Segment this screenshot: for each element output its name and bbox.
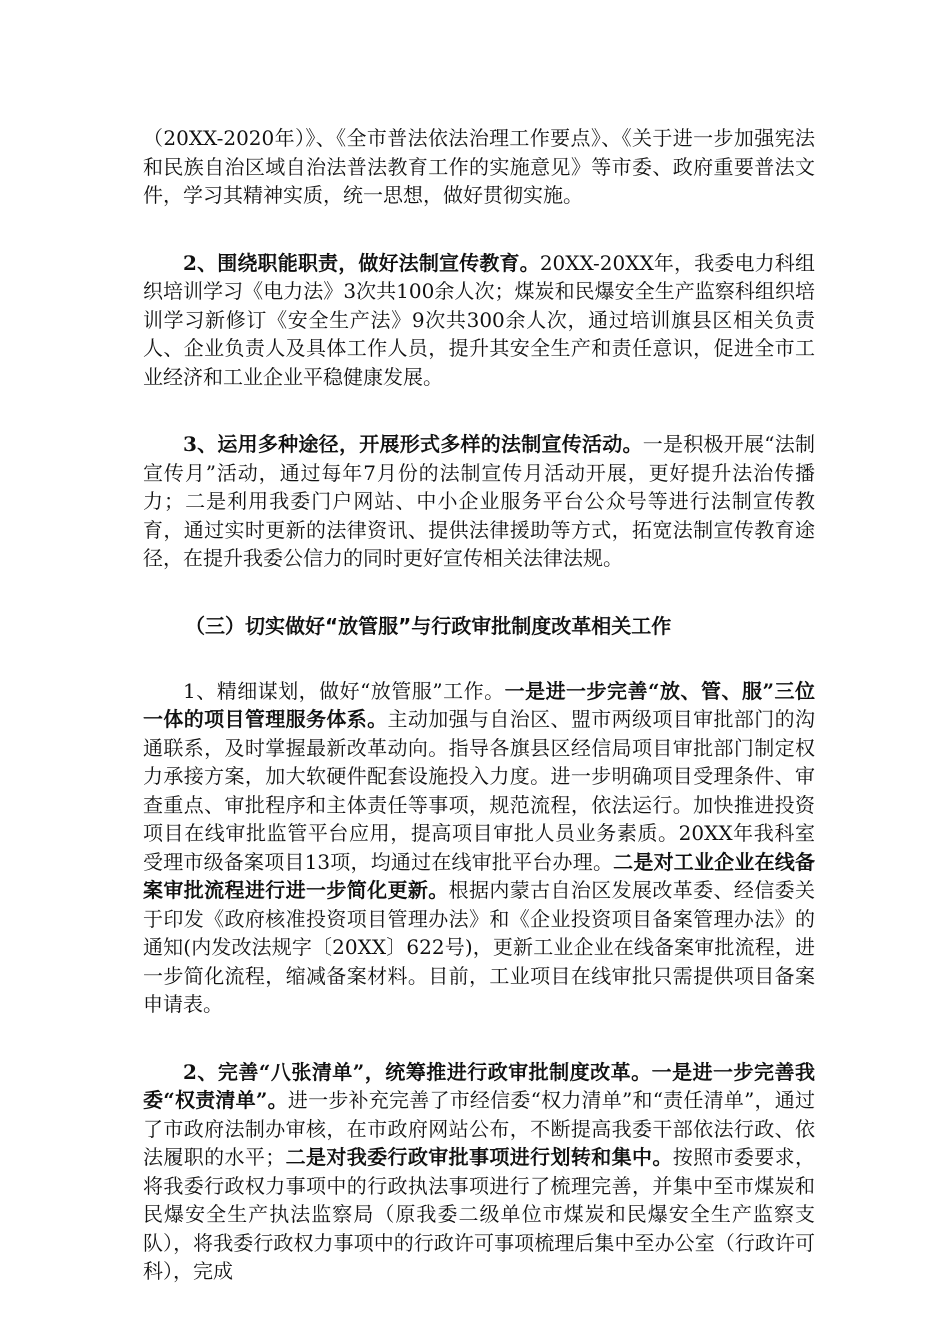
paragraph-gap (143, 1019, 815, 1058)
paragraph-fangguanfu (143, 677, 815, 1019)
paragraph-bold-point: 一是进一步完善“放、管、服”三位一体的项目管理服务体系。 (143, 678, 815, 731)
paragraph-text: 一是积极开展“法制宣传月”活动，通过每年7月份的法制宣传月活动开展，更好提升法治传播力；二是利用我委门户网站、中小企业服务平台公众号等进行法制宣传教育，通过实时更新的法律资讯、提供法律援助等方式，拓宽法制宣传教育途径，在提升我委公信力的同时更好宣传相关法律法规。 (143, 432, 815, 570)
section-heading: （三）切实做好“放管服”与行政审批制度改革相关工作 (185, 613, 672, 638)
paragraph-legal-education (143, 249, 815, 392)
paragraph-text: 根据内蒙古自治区发展改革委、经信委关于印发《政府核准投资项目管理办法》和《企业投资项目备案管理办法》的通知(内发改法规字〔20XX〕622号)，更新工业企业在线备案审批流程，进一步简化流程，缩减备案材料。目前，工业项目在线审批只需提供项目备案申请表。 (143, 878, 815, 1016)
document-body (143, 124, 815, 1286)
paragraph-text: 按照市委要求，将我委行政权力事项中的行政执法事项进行了梳理完善，并集中至市煤炭和民爆安全生产执法监察局（原我委二级单位市煤炭和民爆安全生产监察支队），将我委行政权力事项中的行政许可事项梳理后集中至办公室（行政许可科），完成 (143, 1145, 815, 1283)
paragraph-continued (143, 124, 815, 210)
paragraph-gap (143, 391, 815, 430)
paragraph-gap (143, 210, 815, 249)
paragraph-text: 进一步补充完善了市经信委“权力清单”和“责任清单”，通过了市政府法制办审核，在市政府网站公布，不断提高我委干部依法行政、依法履职的水平； (143, 1088, 815, 1169)
paragraph-text: 20XX-20XX年，我委电力科组织培训学习《电力法》3次共100余人次；煤炭和民爆安全生产监察科组织培训学习新修订《安全生产法》9次共300余人次，通过培训旗县区相关负责人、企业负责人及具体工作人员，提升其安全生产和责任意识，促进全市工业经济和工业企业平稳健康发展。 (143, 250, 815, 389)
paragraph-bold-lead: 2、围绕职能职责，做好法制宣传教育。 (183, 250, 540, 275)
paragraph-gap (143, 640, 815, 677)
paragraph-publicity-activities (143, 430, 815, 573)
paragraph-text: （20XX-2020年）》、《全市普法依法治理工作要点》、《关于进一步加强宪法和民族自治区域自治法普法教育工作的实施意见》等市委、政府重要普法文件，学习其精神实质，统一思想，做好贯彻实施。 (143, 126, 815, 207)
paragraph-bold-lead: 3、运用多种途径，开展形式多样的法制宣传活动。 (183, 432, 643, 456)
paragraph-bold-point: 二是对工业企业在线备案审批流程进行进一步简化更新。 (143, 849, 815, 902)
paragraph-text: 主动加强与自治区、盟市两级项目审批部门的沟通联系，及时掌握最新改革动向。指导各旗县区经信局项目审批部门制定权力承接方案，加大软硬件配套设施投入力度。进一步明确项目受理条件、审查重点、审批程序和主体责任等事项，规范流程，依法运行。加快推进投资项目在线审批监管平台应用，提高项目审批人员业务素质。20XX年我科室受理市级备案项目13项，均通过在线审批平台办理。 (143, 707, 815, 874)
paragraph-gap (143, 573, 815, 612)
paragraph-bold-point: 二是对我委行政审批事项进行划转和集中。 (285, 1145, 673, 1169)
paragraph-lead: 1、精细谋划，做好“放管服”工作。 (183, 678, 505, 703)
paragraph-eight-lists (143, 1058, 815, 1286)
paragraph-bold-lead: 2、完善“八张清单”，统筹推进行政审批制度改革。一是进一步完善我委“权责清单”。 (143, 1059, 815, 1112)
